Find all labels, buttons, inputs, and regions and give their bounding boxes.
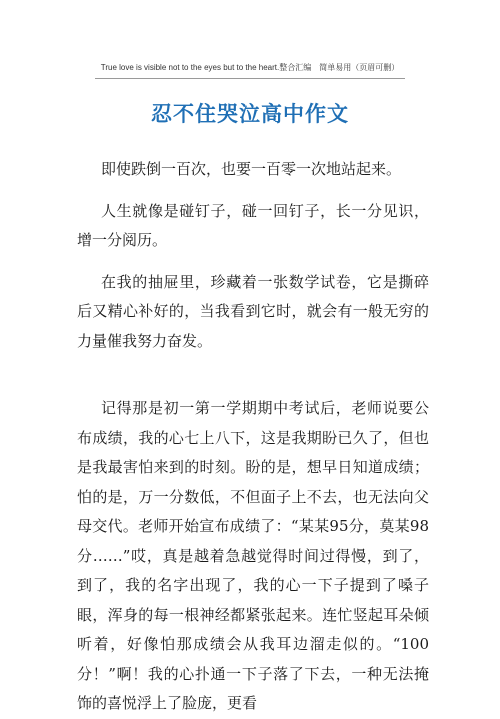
paragraph: 即使跌倒一百次，也要一百零一次地站起来。: [101, 160, 402, 178]
paragraph: 人生就像是碰钉子，碰一回钉子，长一分见识，增一分阅历。: [77, 201, 429, 249]
document-body: [77, 155, 429, 719]
document-title: 忍不住哭泣高中作文: [151, 101, 349, 126]
page-header: True love is visible not to the eyes but to the heart.整合汇编 简单易用（页眉可删）: [100, 63, 400, 72]
paragraph: 在我的抽屉里，珍藏着一张数学试卷，它是撕碎后又精心补好的，当我看到它时，就会有一般无穷的力量催我努力奋发。: [77, 272, 429, 350]
header-divider: [95, 78, 405, 79]
paragraph: 记得那是初一第一学期期中考试后，老师说要公布成绩，我的心七上八下，这是我期盼已久了，但也是我最害怕来到的时刻。盼的是，想早日知道成绩；怕的是，万一分数低，不但面子上不去，也无法向父母交代。老师开始宣布成绩了：“某某95分，莫某98分……”哎，真是越着急越觉得时间过得慢，到了，到了，我的名字出现了，我的心一下子提到了嗓子眼，浑身的每一根神经都紧张起来。连忙竖起耳朵倾听着，好像怕那成绩会从我耳边溜走似的。“100分！”啊！我的心扑通一下子落了下去，一种无法掩饰的喜悦浮上了脸庞，更看: [77, 399, 429, 712]
